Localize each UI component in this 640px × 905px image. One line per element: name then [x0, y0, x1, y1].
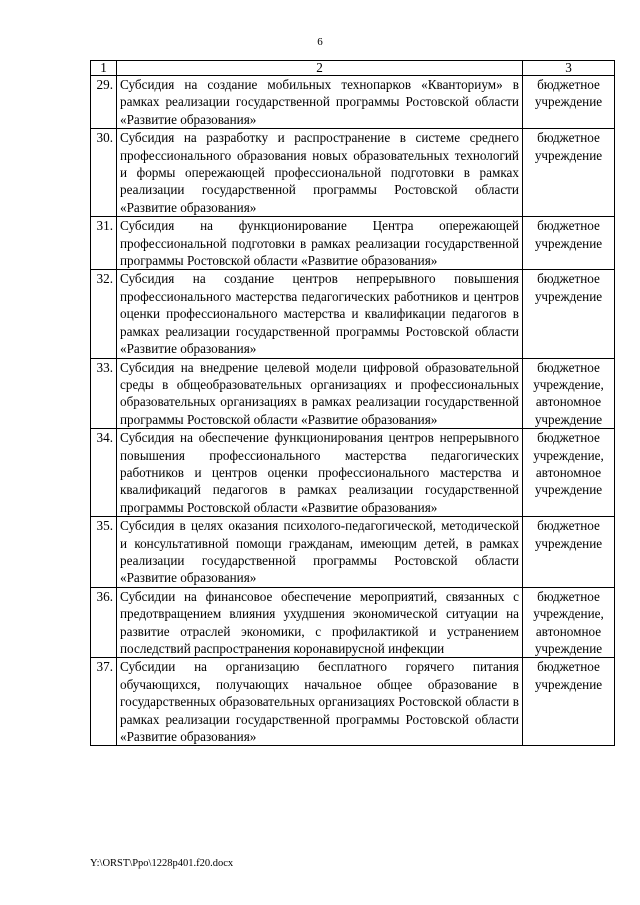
row-number: 31.: [91, 217, 117, 270]
table-row: [91, 517, 615, 588]
table-row: [91, 429, 615, 517]
table-header-row: [91, 61, 615, 76]
row-institution-type: бюджетное учреждение: [523, 129, 615, 217]
row-description: Субсидии на финансовое обеспечение мероприятий, связанных с предотвращением влияния ухудшения экономической ситуации на развитие отраслей экономики, с профилактикой и устранением последствий распространения коронавирусной инфекции: [117, 587, 523, 658]
row-institution-type: бюджетное учреждение, автономное учреждение: [523, 429, 615, 517]
row-number: 30.: [91, 129, 117, 217]
table-row: [91, 76, 615, 129]
row-number: 37.: [91, 658, 117, 746]
row-number: 36.: [91, 587, 117, 658]
row-institution-type: бюджетное учреждение: [523, 517, 615, 588]
row-description: Субсидии на организацию бесплатного горячего питания обучающихся, получающих начальное общее образование в государственных образовательных организациях Ростовской области в рамках реализации государственной программы Ростовской области «Развитие образования»: [117, 658, 523, 746]
subsidy-table: [90, 60, 615, 746]
row-description: Субсидия на обеспечение функционирования центров непрерывного повышения профессионального мастерства педагогических работников и центров оценки профессионального мастерства и квалификаций педагогов в рамках реализации государственной программы Ростовской области «Развитие образования»: [117, 429, 523, 517]
row-number: 34.: [91, 429, 117, 517]
row-description: Субсидия на внедрение целевой модели цифровой образовательной среды в общеобразовательных организациях и профессиональных образовательных организациях в рамках реализации государственной программы Ростовской области «Развитие образования»: [117, 358, 523, 429]
row-institution-type: бюджетное учреждение, автономное учреждение: [523, 358, 615, 429]
column-header-name: 2: [117, 61, 523, 76]
table-row: [91, 129, 615, 217]
row-institution-type: бюджетное учреждение: [523, 76, 615, 129]
column-header-type: 3: [523, 61, 615, 76]
row-institution-type: бюджетное учреждение, автономное учреждение: [523, 587, 615, 658]
row-number: 35.: [91, 517, 117, 588]
row-description: Субсидия на создание мобильных технопарков «Кванториум» в рамках реализации государственной программы Ростовской области «Развитие образования»: [117, 76, 523, 129]
row-description: Субсидия на разработку и распространение в системе среднего профессионального образования новых образовательных технологий и формы опережающей профессиональной подготовки в рамках реализации государственной программы Ростовской области «Развитие образования»: [117, 129, 523, 217]
row-institution-type: бюджетное учреждение: [523, 217, 615, 270]
row-institution-type: бюджетное учреждение: [523, 270, 615, 358]
row-number: 29.: [91, 76, 117, 129]
row-number: 33.: [91, 358, 117, 429]
table-row: [91, 587, 615, 658]
row-description: Субсидия на функционирование Центра опережающей профессиональной подготовки в рамках реализации государственной программы Ростовской области «Развитие образования»: [117, 217, 523, 270]
column-header-number: 1: [91, 61, 117, 76]
row-description: Субсидия на создание центров непрерывного повышения профессионального мастерства педагогических работников и центров оценки профессионального мастерства и квалификации педагогов в рамках реализации государственной программы Ростовской области «Развитие образования»: [117, 270, 523, 358]
table-row: [91, 658, 615, 746]
row-description: Субсидия в целях оказания психолого-педагогической, методической и консультативной помощи гражданам, имеющим детей, в рамках реализации государственной программы Ростовской области «Развитие образования»: [117, 517, 523, 588]
table-row: [91, 358, 615, 429]
row-institution-type: бюджетное учреждение: [523, 658, 615, 746]
row-number: 32.: [91, 270, 117, 358]
table-row: [91, 270, 615, 358]
page-number: 6: [317, 36, 323, 48]
table-row: [91, 217, 615, 270]
footer-file-path: Y:\ORST\Ppo\1228p401.f20.docx: [90, 858, 234, 869]
